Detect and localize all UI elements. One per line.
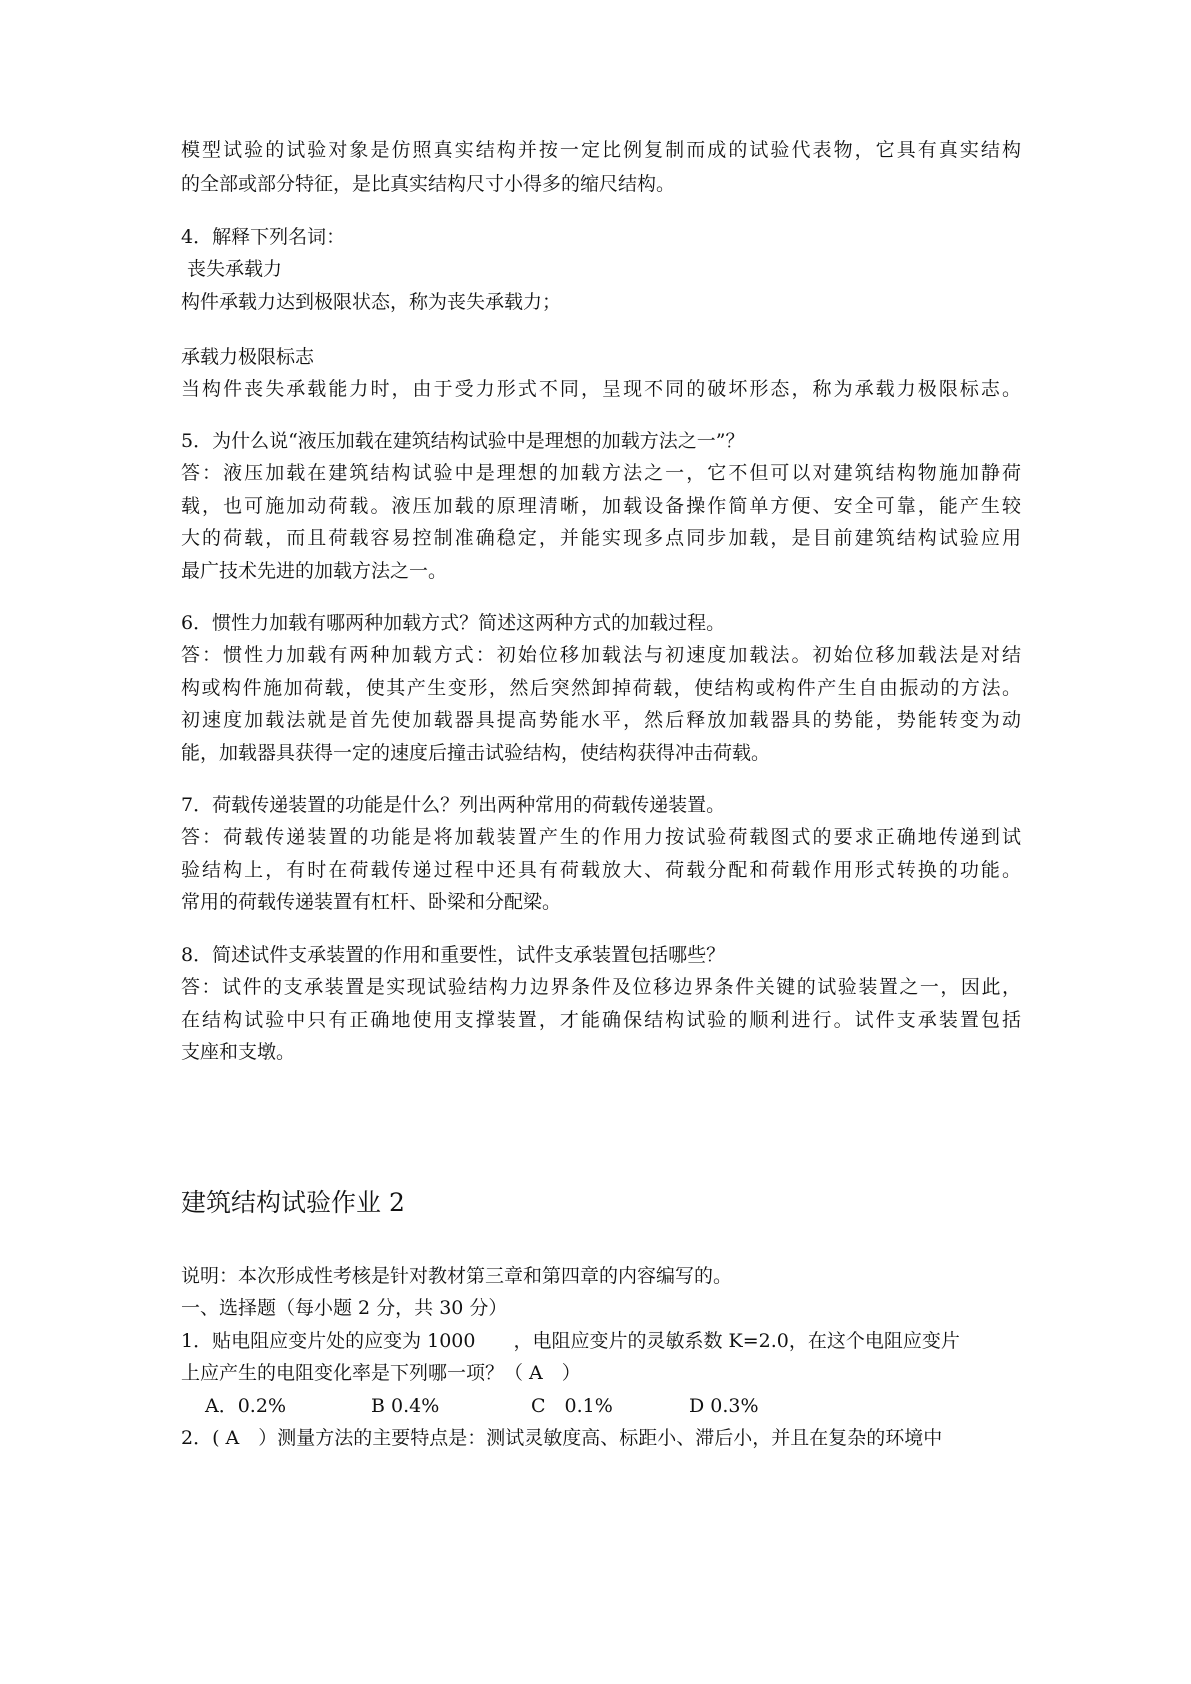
paragraph-line: 的全部或部分特征，是比真实结构尺寸小得多的缩尺结构。 xyxy=(181,173,676,195)
question-7: 7．荷载传递装置的功能是什么？列出两种常用的荷载传递装置。 xyxy=(181,794,726,816)
choice-question-2: 2．( A ）测量方法的主要特点是：测试灵敏度高、标距小、滞后小，并且在复杂的环境中 xyxy=(181,1427,943,1449)
instruction-note: 说明：本次形成性考核是针对教材第三章和第四章的内容编写的。 xyxy=(181,1265,733,1287)
question-5: 5．为什么说“液压加载在建筑结构试验中是理想的加载方法之一”？ xyxy=(181,430,745,452)
answer-line: 答：试件的支承装置是实现试验结构力边界条件及位移边界条件关键的试验装置之一，因此， xyxy=(181,976,1021,998)
section-heading: 一、选择题（每小题 2 分，共 30 分） xyxy=(181,1297,508,1319)
term-definition: 构件承载力达到极限状态，称为丧失承载力； xyxy=(181,291,562,313)
option-d: D 0.3% xyxy=(689,1395,759,1417)
answer-line: 能，加载器具获得一定的速度后撞击试验结构，使结构获得冲击荷载。 xyxy=(181,742,771,764)
answer-line: 初速度加载法就是首先使加载器具提高势能水平，然后释放加载器具的势能，势能转变为动 xyxy=(181,709,1021,731)
answer-line: 支座和支墩。 xyxy=(181,1041,296,1063)
answer-line: 载，也可施加动荷载。液压加载的原理清晰，加载设备操作简单方便、安全可靠，能产生较 xyxy=(181,495,1021,517)
option-c: C 0.1% xyxy=(531,1395,613,1417)
option-a: A．0.2% xyxy=(205,1395,286,1417)
choice-question-1: 1．贴电阻应变片处的应变为 1000 ，电阻应变片的灵敏系数 K=2.0，在这个电阻应变片 xyxy=(181,1330,960,1352)
option-b: B 0.4% xyxy=(371,1395,440,1417)
choice-question-1-cont: 上应产生的电阻变化率是下列哪一项？（ A ） xyxy=(181,1362,581,1384)
question-6: 6．惯性力加载有哪两种加载方式？简述这两种方式的加载过程。 xyxy=(181,612,726,634)
answer-line: 在结构试验中只有正确地使用支撑装置，才能确保结构试验的顺利进行。试件支承装置包括 xyxy=(181,1009,1021,1031)
answer-line: 大的荷载，而且荷载容易控制准确稳定，并能实现多点同步加载，是目前建筑结构试验应用 xyxy=(181,527,1021,549)
answer-line: 答：液压加载在建筑结构试验中是理想的加载方法之一，它不但可以对建筑结构物施加静荷 xyxy=(181,462,1021,484)
term-heading: 承载力极限标志 xyxy=(181,346,315,368)
answer-line: 常用的荷载传递装置有杠杆、卧梁和分配梁。 xyxy=(181,891,562,913)
term-definition: 当构件丧失承载能力时，由于受力形式不同，呈现不同的破坏形态，称为承载力极限标志。 xyxy=(181,378,1021,400)
term-heading: 丧失承载力 xyxy=(187,258,283,280)
question-8: 8．简述试件支承装置的作用和重要性，试件支承装置包括哪些？ xyxy=(181,944,726,966)
section-title: 建筑结构试验作业 2 xyxy=(181,1188,405,1217)
answer-line: 验结构上，有时在荷载传递过程中还具有荷载放大、荷载分配和荷载作用形式转换的功能。 xyxy=(181,859,1021,881)
answer-line: 最广技术先进的加载方法之一。 xyxy=(181,560,448,582)
answer-line: 答：惯性力加载有两种加载方式：初始位移加载法与初速度加载法。初始位移加载法是对结 xyxy=(181,644,1021,666)
answer-line: 答：荷载传递装置的功能是将加载装置产生的作用力按试验荷载图式的要求正确地传递到试 xyxy=(181,826,1021,848)
answer-line: 构或构件施加荷载，使其产生变形，然后突然卸掉荷载，使结构或构件产生自由振动的方法。 xyxy=(181,677,1021,699)
question-4: 4．解释下列名词： xyxy=(181,226,346,248)
paragraph-line: 模型试验的试验对象是仿照真实结构并按一定比例复制而成的试验代表物，它具有真实结构 xyxy=(181,139,1021,161)
